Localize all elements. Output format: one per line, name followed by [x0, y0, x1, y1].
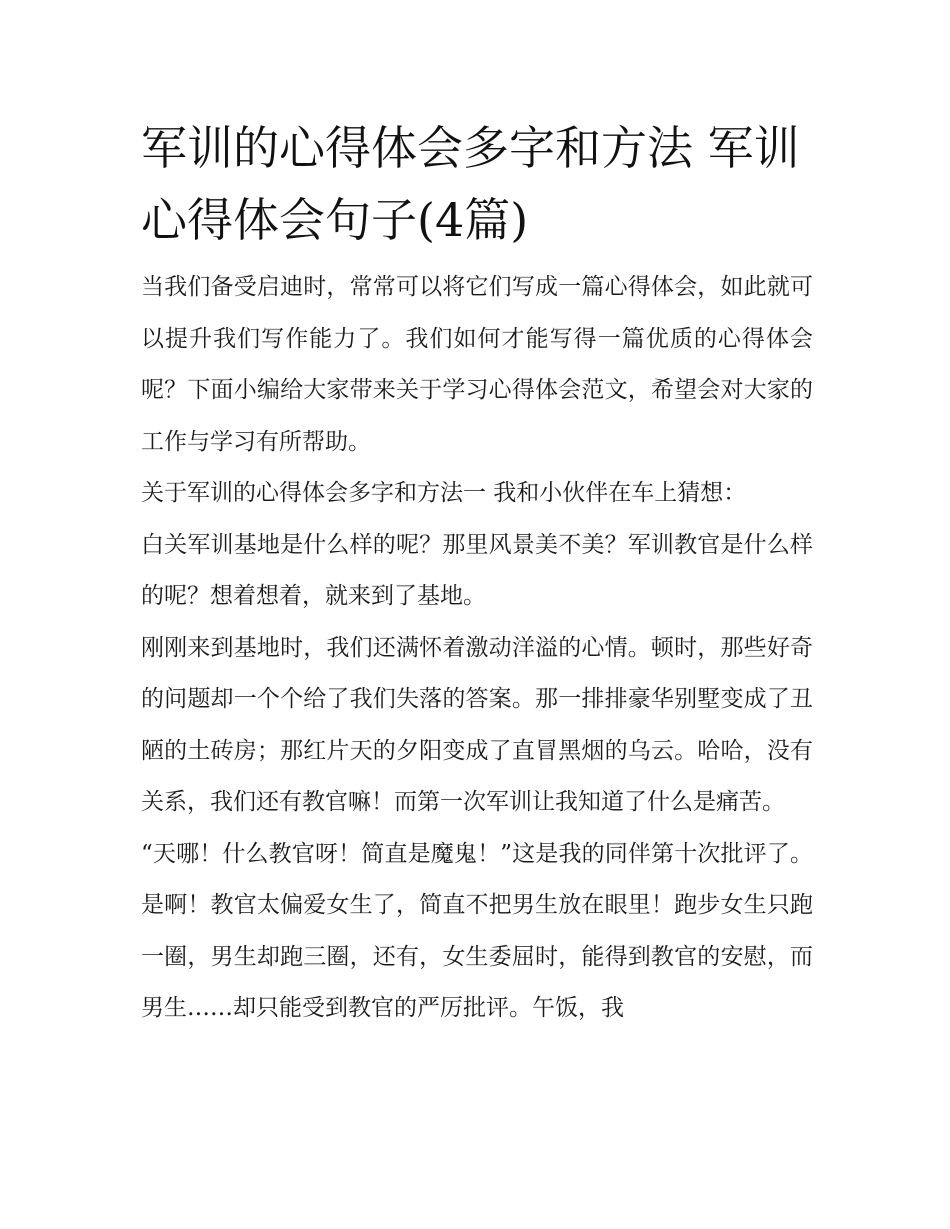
paragraph-arrival: 刚刚来到基地时，我们还满怀着激动洋溢的心情。顿时，那些好奇的问题却一个个给了我们失落的答案。那一排排豪华别墅变成了丑陋的土砖房；那红片天的夕阳变成了直冒黑烟的乌云。哈哈，没有关系，我们还有教官嘛！而第一次军训让我知道了什么是痛苦。: [141, 634, 813, 815]
paragraph-base-wonder: 白关军训基地是什么样的呢？那里风景美不美？军训教官是什么样的呢？想着想着，就来到了基地。: [141, 531, 813, 609]
document-title: 军训的心得体会多字和方法 军训心得体会句子(4篇): [141, 121, 800, 247]
document-body: [141, 112, 813, 1035]
paragraph-section-heading: 关于军训的心得体会多字和方法一 我和小伙伴在车上猜想：: [141, 480, 747, 506]
paragraph-intro: 当我们备受启迪时，常常可以将它们写成一篇心得体会，如此就可以提升我们写作能力了。我们如何才能写得一篇优质的心得体会呢？下面小编给大家带来关于学习心得体会范文，希望会对大家的工作与学习有所帮助。: [141, 274, 813, 455]
paragraph-complaint: “天哪！什么教官呀！简直是魔鬼！”这是我的同伴第十次批评了。是啊！教官太偏爱女生了，简直不把男生放在眼里！跑步女生只跑一圈，男生却跑三圈，还有，女生委屈时，能得到教官的安慰，而男生……却只能受到教官的严厉批评。午饭，我: [141, 840, 813, 1021]
